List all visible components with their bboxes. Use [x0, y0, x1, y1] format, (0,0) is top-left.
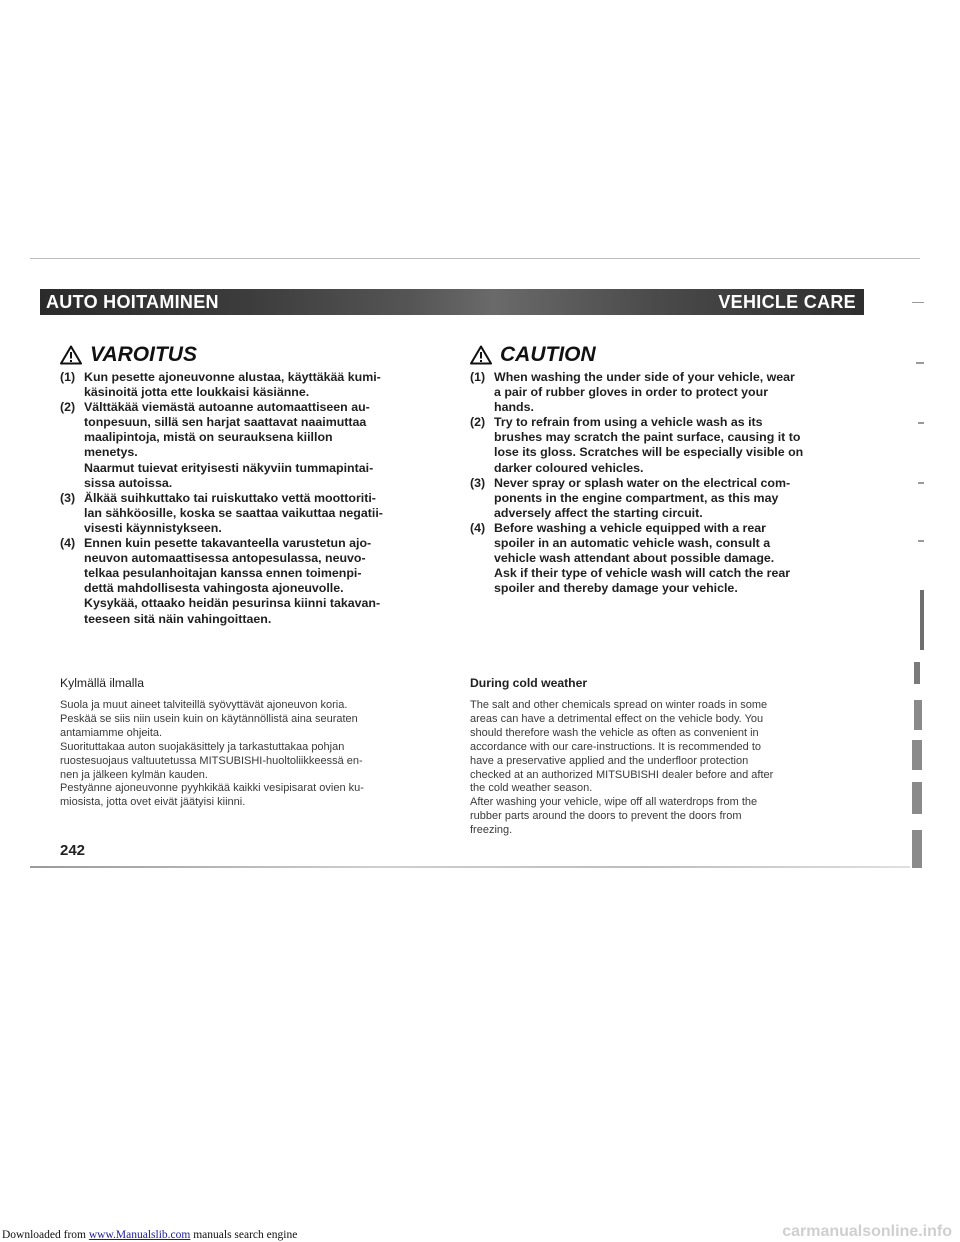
warning-item-text	[494, 521, 860, 596]
top-rule	[30, 258, 920, 259]
warning-item-number: (4)	[470, 520, 486, 535]
text-line: accordance with our care-instructions. It is recommended to	[470, 740, 762, 753]
text-line: dettä mahdollisesta vahingosta ajoneuvolle.	[84, 581, 344, 596]
text-line: Before washing a vehicle equipped with a rear	[494, 520, 766, 535]
section-title-en: VEHICLE CARE	[718, 292, 856, 312]
text-line: areas can have a detrimental effect on the vehicle body. You	[470, 712, 764, 725]
warning-item-en-1	[470, 370, 860, 415]
text-line: Ennen kuin pesette takavanteella varustetun ajo-	[84, 536, 372, 551]
warning-item-text	[84, 400, 450, 491]
cold-weather-text-fi	[60, 699, 450, 810]
text-line: freezing.	[470, 824, 513, 837]
warning-item-en-2	[470, 415, 860, 475]
edge-tab-mark	[912, 782, 922, 814]
edge-tab-mark	[912, 830, 922, 868]
text-line: darker coloured vehicles.	[494, 460, 644, 475]
text-line: vehicle wash attendant about possible damage.	[494, 551, 775, 566]
edge-tab-mark	[914, 662, 920, 684]
text-line: When washing the under side of your vehicle, wear	[494, 370, 795, 384]
section-header-bar	[40, 289, 864, 315]
watermark: carmanualsonline.info	[782, 1223, 952, 1240]
edge-tab-mark	[916, 362, 924, 364]
warning-item-fi-1	[60, 370, 450, 400]
text-line: the cold weather season.	[470, 782, 593, 795]
warning-item-number: (1)	[470, 370, 486, 384]
page-number: 242	[60, 842, 86, 859]
warning-item-fi-3	[60, 491, 450, 536]
text-line: checked at an authorized MITSUBISHI dealer before and after	[470, 768, 774, 781]
download-footer	[2, 1229, 297, 1241]
warning-item-number: (4)	[60, 536, 76, 551]
cold-weather-heading-en: During cold weather	[470, 676, 588, 690]
edge-tab-mark	[918, 422, 924, 424]
text-line: maalipintoja, mistä on seurauksena kiillon	[84, 430, 333, 445]
warning-item-fi-4	[60, 536, 450, 627]
cold-weather-section-en	[470, 676, 860, 838]
edge-tab-mark	[918, 540, 924, 542]
warning-item-en-4	[470, 521, 860, 596]
warning-item-text	[84, 370, 450, 400]
warning-list-fi	[60, 370, 450, 627]
edge-tab-mark	[920, 590, 924, 650]
text-line: käsinoitä jotta ette loukkaisi käsiänne.	[84, 385, 310, 400]
text-line: After washing your vehicle, wipe off all waterdrops from the	[470, 796, 758, 809]
warning-triangle-icon	[60, 345, 82, 365]
text-line: telkaa pesulanhoitajan kanssa ennen toimenpi-	[84, 566, 362, 581]
warning-item-number: (3)	[60, 490, 76, 505]
section-title-fi: AUTO HOITAMINEN	[46, 292, 219, 312]
text-line: rubber parts around the doors to prevent the doors from	[470, 810, 742, 823]
text-line: hands.	[494, 400, 534, 415]
text-line: sissa autoissa.	[84, 475, 173, 490]
text-line: lan sähköosille, koska se saattaa vaikuttaa negatii-	[84, 505, 383, 520]
text-line: antamiamme ohjeita.	[60, 726, 163, 739]
warning-header-en	[470, 342, 860, 368]
warning-list-en	[470, 370, 860, 596]
text-line: adversely affect the starting circuit.	[494, 505, 703, 520]
text-line: nen ja jälkeen kylmän kauden.	[60, 768, 208, 781]
text-line: ponents in the engine compartment, as this may	[494, 490, 779, 505]
warning-item-text	[494, 370, 860, 415]
text-line: brushes may scratch the paint surface, causing it to	[494, 430, 801, 445]
warning-box-en	[470, 342, 860, 596]
text-line: Never spray or splash water on the electrical com-	[494, 475, 791, 490]
text-line: Ask if their type of vehicle wash will catch the rear	[494, 566, 791, 581]
warning-item-text	[84, 491, 450, 536]
cold-weather-section-fi	[60, 676, 450, 810]
text-line: a pair of rubber gloves in order to protect your	[494, 385, 769, 400]
text-line: teeseen sitä näin vahingoittaen.	[84, 611, 272, 626]
warning-box-fi	[60, 342, 450, 627]
text-line: lose its gloss. Scratches will be especially visible on	[494, 445, 804, 460]
text-line: Suola ja muut aineet talviteillä syövyttävät ajoneuvon koria.	[60, 699, 348, 711]
warning-item-text	[494, 476, 860, 521]
cold-weather-text-en	[470, 699, 860, 838]
warning-triangle-icon	[470, 345, 492, 365]
warning-item-text	[84, 536, 450, 627]
warning-title-en: CAUTION	[500, 343, 596, 366]
text-line: neuvon automaattisessa antopesulassa, neuvo-	[84, 551, 366, 566]
cold-weather-heading-fi: Kylmällä ilmalla	[60, 676, 144, 690]
text-line: menetys.	[84, 445, 138, 460]
text-line: Kysykää, ottaako heidän pesurinsa kiinni takavan-	[84, 596, 381, 611]
warning-item-number: (2)	[60, 400, 76, 415]
text-line: should therefore wash the vehicle as often as convenient in	[470, 726, 759, 739]
text-line: Peskää se siis niin usein kuin on käytännöllistä aina seuraten	[60, 712, 358, 725]
manualslib-link[interactable]: www.Manualslib.com	[88, 1229, 191, 1241]
warning-item-number: (1)	[60, 370, 76, 384]
warning-item-text	[494, 415, 860, 475]
download-suffix: manuals search engine	[193, 1229, 298, 1241]
warning-item-fi-2	[60, 400, 450, 491]
text-line: tonpesuun, sillä sen harjat saattavat naaimuttaa	[84, 415, 367, 430]
text-line: Älkää suihkuttako tai ruiskuttako vettä moottoriti-	[84, 490, 376, 505]
text-line: have a preservative applied and the underfloor protection	[470, 754, 749, 767]
text-line: Välttäkää viemästä autoanne automaattiseen au-	[84, 400, 370, 415]
warning-item-number: (3)	[470, 475, 486, 490]
text-line: ruostesuojaus valtuutetussa MITSUBISHI-huoltoliikkeessä en-	[60, 754, 363, 767]
text-line: spoiler in an automatic vehicle wash, consult a	[494, 536, 771, 551]
text-line: miosista, jotta ovet eivät jäätyisi kiinni.	[60, 796, 246, 809]
bottom-rule	[30, 866, 910, 868]
warning-title-fi: VAROITUS	[90, 343, 197, 366]
text-line: Kun pesette ajoneuvonne alustaa, käyttäkää kumi-	[84, 370, 381, 384]
edge-tab-mark	[912, 740, 922, 770]
text-line: Naarmut tuievat erityisesti näkyviin tummapintai-	[84, 460, 374, 475]
text-line: visesti käynnistykseen.	[84, 520, 222, 535]
edge-tab-mark	[912, 302, 924, 303]
warning-item-en-3	[470, 476, 860, 521]
text-line: Try to refrain from using a vehicle wash as its	[494, 415, 763, 430]
edge-tab-mark	[914, 700, 922, 730]
warning-item-number: (2)	[470, 415, 486, 430]
text-line: The salt and other chemicals spread on winter roads in some	[470, 699, 768, 711]
edge-index-tabs	[902, 290, 932, 880]
text-line: Suorituttakaa auton suojakäsittely ja tarkastuttakaa pohjan	[60, 740, 345, 753]
text-line: spoiler and thereby damage your vehicle.	[494, 581, 738, 596]
warning-header-fi	[60, 342, 450, 368]
edge-tab-mark	[918, 482, 924, 484]
download-prefix: Downloaded from	[2, 1229, 86, 1241]
text-line: Pestyänne ajoneuvonne pyyhkikää kaikki vesipisarat ovien ku-	[60, 782, 364, 795]
